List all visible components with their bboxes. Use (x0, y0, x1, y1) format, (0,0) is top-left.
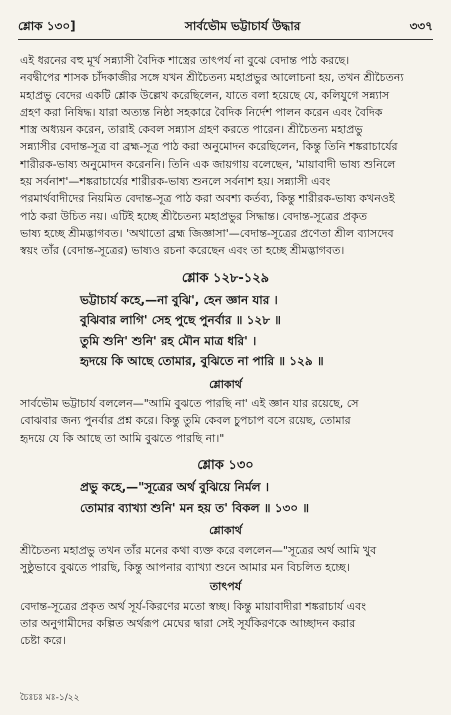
chapter-title: সার্বভৌম ভট্টাচার্য উদ্ধার (184, 19, 301, 33)
verse-line: বুঝিবার লাগি' সেহ পুছে পুনর্বার ॥ ১২৮ ॥ (80, 313, 281, 328)
page-number: ৩৩৭ (409, 19, 433, 33)
header-rule (18, 39, 433, 40)
verse-heading: শ্লোক ১৩০ (197, 458, 254, 474)
translation-heading: শ্লোকার্থ (209, 377, 242, 391)
purport-heading: তাৎপর্য (209, 580, 242, 594)
text-line: স্বয়ং তাঁর (বেদান্ত-সূত্রের) ভাষ্যও রচনা করেছেন এবং তা হচ্ছে শ্রীমদ্ভাগবত। (20, 244, 345, 258)
text-line: নবদ্বীপের শাসক চাঁদকাজীর সঙ্গে যখন শ্রীচৈতন্য মহাপ্রভুর আলোচনা হয়, তখন শ্রীচৈতন্য (20, 71, 404, 85)
verse-line: প্রভু কহে,—"সূত্রের অর্থ বুঝিয়ে নির্মল । (80, 480, 270, 495)
text-line: সার্বভৌম ভট্টাচার্য বললেন—"আমি বুঝতে পারছি না' এই জ্ঞান যার রয়েছে, সে (20, 397, 359, 411)
text-line: সন্ন্যাসীর বেদান্ত-সূত্র বা ব্রহ্ম-সূত্র পাঠ করা অনুমোদন করেছিলেন, কিন্তু তিনি শঙ্করাচার্যের (20, 140, 398, 154)
text-line: মহাপ্রভু বেদের একটি শ্লোক উল্লেখ করেছিলেন, যাতে বলা হয়েছে যে, কলিযুগে সন্ন্যাস (20, 88, 390, 102)
verse-line: হৃদয়ে কি আছে তোমার, বুঝিতে না পারি ॥ ১২৯ ॥ (80, 354, 324, 369)
text-line: গ্রহণ করা নিষিদ্ধ। যারা অত্যন্ত নিষ্ঠা সহকারে বৈদিক নির্দেশ পালন করেন এবং বৈদিক (20, 105, 383, 119)
text-line: বেদান্ত-সূত্রের প্রকৃত অর্থ সূর্য-কিরণের মতো স্বচ্ছ। কিন্তু মায়াবাদীরা শঙ্করাচার্য এবং (20, 599, 366, 613)
page-header (18, 18, 433, 38)
verse-line: ভট্টাচার্য কহে,—না বুঝি', হেন জ্ঞান যার । (80, 292, 278, 307)
translation-heading: শ্লোকার্থ (209, 524, 242, 538)
header-verse-range: শ্লোক ১৩০] (18, 19, 76, 33)
translation-paragraph (20, 395, 431, 447)
text-line: বোঝবার জন্য পুনর্বার প্রশ্ন করে। কিন্তু তুমি কেবল চুপচাপ বসে রয়েছ, তোমার (20, 414, 351, 428)
verse-line: তোমার ব্যাখ্যা শুনি' মন হয় ত' বিকল ॥ ১৩০ ॥ (80, 500, 310, 515)
verse-heading: শ্লোক ১২৮-১২৯ (181, 270, 270, 286)
text-line: হৃদয়ে যে কি আছে তা আমি বুঝতে পারছি না।" (20, 431, 225, 445)
text-line: চেষ্টা করে। (20, 634, 66, 648)
text-line: তার অনুগামীদের কল্পিত অর্থরূপ মেঘের দ্বারা সেই সূর্যকিরণকে আচ্ছাদন করার (20, 616, 356, 630)
text-line: শ্রীচৈতন্য মহাপ্রভু তখন তাঁর মনের কথা ব্যক্ত করে বললেন—"সূত্রের অর্থ আমি খুব (20, 543, 377, 557)
translation-paragraph (20, 542, 431, 577)
text-line: শারীরক-ভাষ্য অনুমোদন করেননি। তিনি এক জায়গায় বলেছেন, 'মায়াবাদী ভাষ্য শুনিলে (20, 157, 396, 171)
verse-line: তুমি শুনি' শুনি' রহ মৌন মাত্র ধরি' । (80, 333, 257, 348)
text-line: পরমার্থবাদীদের নিয়মিত বেদান্ত-সূত্র পাঠ করা অবশ্য কর্তব্য, কিন্তু শারীরক-ভাষ্য কখনওই (20, 192, 395, 206)
verse-text (80, 477, 431, 518)
text-line: পাঠ করা উচিত নয়। এটিই হচ্ছে শ্রীচৈতন্য মহাপ্রভুর সিদ্ধান্ত। বেদান্ত-সূত্রের প্রকৃত (20, 209, 367, 223)
text-line: হয় সর্বনাশ'—শঙ্করাচার্যের শারীরক-ভাষ্য শুনলে সর্বনাশ হয়। সন্ন্যাসী এবং (20, 175, 331, 189)
text-line: ভাষ্য হচ্ছে শ্রীমদ্ভাগবত। 'অথাতো ব্রহ্ম জিজ্ঞাসা'—বেদান্ত-সূত্রের প্রণেতা শ্রীল ব্যাসদেব (20, 226, 394, 240)
text-line: সুষ্ঠুভাবে বুঝতে পারছি, কিন্তু আপনার ব্যাখ্যা শুনে আমার মন বিচলিত হচ্ছে। (20, 560, 350, 574)
page-footer-signature: চৈঃচঃ মঃ-১/২২ (20, 693, 80, 703)
purport-paragraph (20, 52, 431, 260)
text-line: শাস্ত্র অধ্যয়ন করেন, তারাই কেবল সন্ন্যাস গ্রহণ করতে পারেন। শ্রীচৈতন্য মহাপ্রভু (20, 123, 363, 137)
purport-paragraph (20, 598, 431, 650)
page-body (20, 52, 431, 649)
verse-text (80, 290, 431, 372)
text-line: এই ধরনের বহু মূর্খ সন্ন্যাসী বৈদিক শাস্ত্রের তাৎপর্য না বুঝে বেদান্ত পাঠ করছে। (20, 54, 350, 67)
